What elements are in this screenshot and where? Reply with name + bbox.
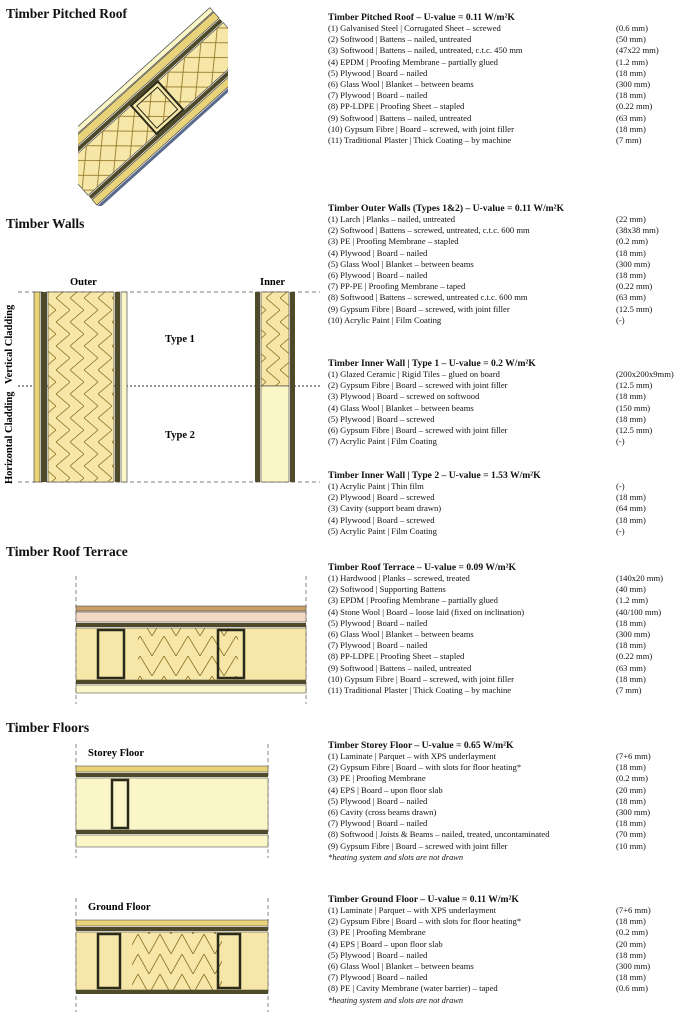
layer-label: (1) Laminate | Parquet – with XPS underlayment [328,751,497,761]
layer-thickness: (1.2 mm) [616,595,648,606]
spec-row [328,315,688,326]
layer-thickness: (0.2 mm) [616,773,648,784]
spec-row [328,618,688,629]
spec-row [328,927,688,938]
layer-label: (6) Gypsum Fibre | Board – screwed with joint filler [328,424,508,435]
layer-thickness: (18 mm) [616,818,646,829]
spec-row [328,380,688,391]
layer-thickness: (18 mm) [616,90,646,101]
spec-title: Timber Ground Floor – U-value = 0.11 W/m²K [328,894,519,905]
layer-label: (10) Gypsum Fibre | Board – screwed, with joint filler [328,123,514,134]
spec-row [328,961,688,972]
layer-thickness: (-) [616,314,625,325]
spec-row [328,79,688,90]
spec-row [328,607,688,618]
spec-title: Timber Pitched Roof – U-value = 0.11 W/m²K [328,12,515,23]
spec-row [328,905,688,916]
layer-thickness: (18 mm) [616,247,646,258]
spec-roof-terrace [328,562,688,696]
spec-row [328,57,688,68]
layer-thickness: (63 mm) [616,292,646,303]
spec-title: Timber Outer Walls (Types 1&2) – U-value = 0.11 W/m²K [328,203,564,214]
spec-row [328,916,688,927]
spec-pitched-roof [328,12,688,146]
spec-row [328,414,688,425]
layer-label: (2) Gypsum Fibre | Board – with slots for floor heating* [328,916,522,927]
layer-label: (3) Softwood | Battens – nailed, untreated, c.t.c. 450 mm [328,45,523,56]
spec-row [328,829,688,840]
spec-row [328,304,688,315]
layer-thickness: (0.6 mm) [616,983,648,994]
layer-thickness: (-) [616,525,625,536]
spec-inner-wall-2 [328,470,688,537]
spec-row [328,45,688,56]
layer-thickness: (1.2 mm) [616,56,648,67]
layer-label: (11) Traditional Plaster | Thick Coating – by machine [328,684,512,695]
ground-floor-diagram [72,894,272,1014]
layer-thickness: (18 mm) [616,673,646,684]
spec-row [328,391,688,402]
layer-thickness: (18 mm) [616,795,646,806]
layer-thickness: (0.22 mm) [616,281,653,292]
layer-label: (6) Glass Wool | Blanket – between beams [328,78,474,89]
spec-row [328,113,688,124]
spec-row [328,950,688,961]
storey-floor-label: Storey Floor [88,748,145,759]
layer-label: (5) Glass Wool | Blanket – between beams [328,258,474,269]
layer-thickness: (18 mm) [616,640,646,651]
spec-row [328,270,688,281]
layer-label: (1) Glazed Ceramic | Rigid Tiles – glued on board [328,369,500,379]
layer-thickness: (40 mm) [616,584,646,595]
spec-title: Timber Roof Terrace – U-value = 0.09 W/m²K [328,562,516,573]
layer-label: (9) Gypsum Fibre | Board – screwed with joint filler [328,840,508,851]
layer-label: (2) Gypsum Fibre | Board – with slots for floor heating* [328,762,522,773]
layer-label: (2) Softwood | Battens – screwed, untreated, c.t.c. 600 mm [328,225,530,236]
layer-label: (5) Plywood | Board – nailed [328,67,428,78]
layer-label: (4) EPDM | Proofing Membrane – partially glued [328,56,498,67]
spec-row [328,214,688,225]
spec-row [328,90,688,101]
spec-row [328,481,688,492]
spec-row [328,939,688,950]
layer-thickness: (140x20 mm) [616,573,664,583]
layer-thickness: (0.22 mm) [616,651,653,662]
layer-thickness: (40/100 mm) [616,606,662,617]
layer-thickness: (12.5 mm) [616,424,653,435]
spec-row [328,807,688,818]
vertical-cladding-label: Vertical Cladding [4,304,15,384]
layer-thickness: (47x22 mm) [616,45,659,56]
layer-thickness: (7 mm) [616,134,642,145]
spec-row [328,68,688,79]
layer-label: (5) Plywood | Board – nailed [328,949,428,960]
spec-row [328,101,688,112]
layer-thickness: (38x38 mm) [616,225,659,236]
layer-label: (1) Laminate | Parquet – with XPS underlayment [328,905,497,915]
layer-label: (8) PE | Cavity Membrane (water barrier) – taped [328,983,498,994]
layer-thickness: (18 mm) [616,514,646,525]
layer-label: (2) Softwood | Supporting Battens [328,584,446,595]
layer-thickness: (0.22 mm) [616,101,653,112]
layer-label: (3) PE | Proofing Membrane [328,927,426,938]
spec-row [328,651,688,662]
spec-row [328,23,688,34]
layer-label: (4) Plywood | Board – nailed [328,247,428,258]
spec-row [328,503,688,514]
spec-row [328,292,688,303]
layer-label: (4) Stone Wool | Board – loose laid (fixed on inclination) [328,606,525,617]
spec-row [328,841,688,852]
layer-thickness: (70 mm) [616,829,646,840]
spec-row [328,281,688,292]
layer-thickness: (150 mm) [616,402,651,413]
layer-label: (3) Plywood | Board – screwed on softwood [328,391,480,402]
pitched-roof-diagram [78,6,228,206]
layer-label: (3) PE | Proofing Membrane [328,773,426,784]
spec-row [328,492,688,503]
spec-row [328,403,688,414]
spec-row [328,674,688,685]
layer-label: (7) Acrylic Paint | Film Coating [328,436,437,447]
layer-thickness: (18 mm) [616,391,646,402]
storey-floor-diagram [72,740,272,860]
layer-thickness: (-) [616,436,625,447]
ground-floor-label: Ground Floor [88,902,151,913]
spec-row [328,124,688,135]
layer-thickness: (18 mm) [616,123,646,134]
roof-terrace-diagram [68,576,318,706]
layer-thickness: (63 mm) [616,112,646,123]
layer-label: (2) Gypsum Fibre | Board – screwed with joint filler [328,380,508,391]
spec-row [328,584,688,595]
layer-thickness: (300 mm) [616,258,651,269]
spec-inner-wall-1 [328,358,688,447]
spec-note: *heating system and slots are not drawn [328,995,464,1005]
spec-row [328,236,688,247]
type-1-label: Type 1 [165,334,195,345]
layer-label: (5) Plywood | Board – screwed [328,413,435,424]
layer-label: (9) Softwood | Battens – nailed, untreated [328,662,472,673]
layer-thickness: (18 mm) [616,269,646,280]
spec-row [328,436,688,447]
layer-thickness: (22 mm) [616,214,646,224]
spec-row [328,972,688,983]
layer-thickness: (64 mm) [616,503,646,514]
spec-row [328,629,688,640]
spec-row [328,515,688,526]
spec-row [328,751,688,762]
layer-thickness: (50 mm) [616,34,646,45]
layer-label: (11) Traditional Plaster | Thick Coating – by machine [328,134,512,145]
layer-thickness: (7 mm) [616,684,642,695]
layer-thickness: (0.2 mm) [616,927,648,938]
layer-thickness: (20 mm) [616,938,646,949]
layer-label: (7) Plywood | Board – nailed [328,640,428,651]
layer-thickness: (7+6 mm) [616,751,651,761]
spec-row [328,526,688,537]
layer-label: (1) Hardwood | Planks – screwed, treated [328,573,470,583]
layer-thickness: (0.6 mm) [616,23,648,33]
spec-note: *heating system and slots are not drawn [328,852,464,862]
layer-label: (10) Gypsum Fibre | Board – screwed, with joint filler [328,673,514,684]
spec-row [328,773,688,784]
layer-thickness: (18 mm) [616,762,646,773]
layer-label: (6) Plywood | Board – nailed [328,269,428,280]
layer-thickness: (18 mm) [616,492,646,503]
layer-label: (8) Softwood | Joists & Beams – nailed, treated, uncontaminated [328,829,550,840]
spec-row [328,425,688,436]
section-title-walls: Timber Walls [6,216,85,231]
spec-title: Timber Inner Wall | Type 1 – U-value = 0.2 W/m²K [328,358,536,369]
layer-label: (8) PP-LDPE | Proofing Sheet – stapled [328,101,465,112]
outer-wall-label: Outer [70,277,97,288]
layer-thickness: (18 mm) [616,916,646,927]
spec-row [328,573,688,584]
spec-row [328,983,688,994]
layer-thickness: (300 mm) [616,960,651,971]
layer-label: (6) Glass Wool | Blanket – between beams [328,960,474,971]
spec-title: Timber Storey Floor – U-value = 0.65 W/m²K [328,740,514,751]
layer-label: (1) Larch | Planks – nailed, untreated [328,214,456,224]
layer-label: (8) Softwood | Battens – screwed, untreated c.t.c. 600 mm [328,292,528,303]
layer-thickness: (18 mm) [616,972,646,983]
spec-title: Timber Inner Wall | Type 2 – U-value = 1.53 W/m²K [328,470,541,481]
spec-row [328,135,688,146]
layer-label: (7) Plywood | Board – nailed [328,90,428,101]
spec-row [328,369,688,380]
horizontal-cladding-label: Horizontal Cladding [4,391,15,484]
layer-thickness: (18 mm) [616,413,646,424]
spec-ground-floor [328,894,688,1006]
spec-row [328,762,688,773]
layer-thickness: (0.2 mm) [616,236,648,247]
spec-outer-walls [328,203,688,326]
layer-label: (3) EPDM | Proofing Membrane – partially glued [328,595,498,606]
layer-label: (1) Acrylic Paint | Thin film [328,481,424,491]
layer-thickness: (-) [616,481,625,491]
layer-label: (5) Acrylic Paint | Film Coating [328,525,437,536]
layer-thickness: (300 mm) [616,628,651,639]
inner-wall-label: Inner [260,277,286,288]
spec-row [328,663,688,674]
layer-label: (5) Plywood | Board – nailed [328,795,428,806]
layer-label: (5) Plywood | Board – nailed [328,617,428,628]
layer-label: (9) Softwood | Battens – nailed, untreated [328,112,472,123]
layer-thickness: (300 mm) [616,806,651,817]
spec-storey-floor [328,740,688,863]
spec-row [328,818,688,829]
section-title-roof-terrace: Timber Roof Terrace [6,544,128,559]
layer-thickness: (200x200x9mm) [616,369,674,379]
type-2-label: Type 2 [165,430,195,441]
layer-thickness: (18 mm) [616,617,646,628]
layer-label: (4) EPS | Board – upon floor slab [328,938,443,949]
layer-label: (7) PP-PE | Proofing Membrane – taped [328,281,466,292]
layer-label: (8) PP-LDPE | Proofing Sheet – stapled [328,651,465,662]
layer-label: (4) Glass Wool | Blanket – between beams [328,402,474,413]
layer-label: (2) Plywood | Board – screwed [328,492,435,503]
layer-label: (4) Plywood | Board – screwed [328,514,435,525]
layer-thickness: (20 mm) [616,784,646,795]
spec-row [328,685,688,696]
spec-row [328,225,688,236]
layer-thickness: (12.5 mm) [616,303,653,314]
spec-row [328,640,688,651]
layer-label: (6) Glass Wool | Blanket – between beams [328,628,474,639]
spec-row [328,34,688,45]
layer-label: (2) Softwood | Battens – nailed, untreated [328,34,472,45]
layer-label: (10) Acrylic Paint | Film Coating [328,314,442,325]
layer-thickness: (18 mm) [616,67,646,78]
layer-thickness: (12.5 mm) [616,380,653,391]
layer-label: (7) Plywood | Board – nailed [328,972,428,983]
layer-label: (7) Plywood | Board – nailed [328,818,428,829]
layer-thickness: (18 mm) [616,949,646,960]
spec-row [328,785,688,796]
layer-label: (9) Gypsum Fibre | Board – screwed, with joint filler [328,303,510,314]
layer-label: (1) Galvanised Steel | Corrugated Sheet – screwed [328,23,501,33]
layer-label: (3) Cavity (support beam drawn) [328,503,442,514]
walls-diagram [0,274,325,489]
layer-label: (3) PE | Proofing Membrane – stapled [328,236,459,247]
layer-thickness: (300 mm) [616,78,651,89]
layer-label: (4) EPS | Board – upon floor slab [328,784,443,795]
spec-row [328,259,688,270]
section-title-floors: Timber Floors [6,720,90,735]
layer-thickness: (63 mm) [616,662,646,673]
spec-row [328,796,688,807]
spec-row [328,248,688,259]
section-title-pitched-roof: Timber Pitched Roof [6,6,127,21]
spec-row [328,595,688,606]
layer-thickness: (10 mm) [616,840,646,851]
layer-thickness: (7+6 mm) [616,905,651,915]
layer-label: (6) Cavity (cross beams drawn) [328,806,437,817]
